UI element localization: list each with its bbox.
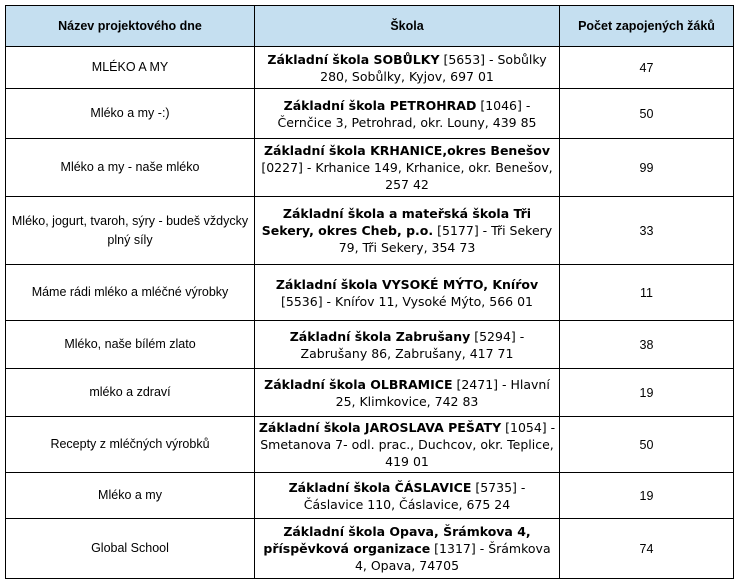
school-details: [1317] - Šrámkova 4, Opava, 74705 [354,541,551,573]
table-body [6,47,734,579]
student-count-cell: 11 [560,265,734,321]
school-name: Základní škola SOBŮLKY [267,51,440,67]
school-cell [255,265,560,321]
table-row [6,417,734,473]
project-day-cell: Recepty z mléčných výrobků [6,417,255,473]
school-cell [255,321,560,369]
table-row [6,369,734,417]
school-cell [255,417,560,473]
school-name: Základní škola Opava, Šrámkova 4, příspěvková organizace [263,524,531,556]
table-row [6,197,734,265]
school-name: Základní škola KRHANICE,okres Benešov [263,143,550,158]
school-details: [5735] - Čáslavice 110, Čáslavice, 675 24 [303,479,526,512]
table-row [6,139,734,197]
school-name: Základní škola Zabrušany [289,328,471,344]
school-cell [255,47,560,89]
table-row [6,89,734,139]
project-day-cell: mléko a zdraví [6,369,255,417]
header-student-count: Počet zapojených žáků [560,6,734,47]
school-cell [255,369,560,417]
school-cell [255,139,560,197]
school-details: [2471] - Hlavní 25, Klimkovice, 742 83 [335,376,550,409]
header-school: Škola [255,6,560,47]
header-project-day: Název projektového dne [6,6,255,47]
student-count-cell: 74 [560,519,734,579]
school-name: Základní škola ČÁSLAVICE [288,479,472,495]
project-day-cell: MLÉKO A MY [6,47,255,89]
school-cell [255,197,560,265]
student-count-cell: 33 [560,197,734,265]
table-row [6,519,734,579]
student-count-cell: 99 [560,139,734,197]
student-count-cell: 19 [560,369,734,417]
project-day-cell: Mléko a my -:) [6,89,255,139]
school-name: Základní škola VYSOKÉ MÝTO, Kníŕov [275,276,539,292]
school-details: [5294] - Zabrušany 86, Zabrušany, 417 71 [300,328,525,361]
project-day-cell: Mléko, jogurt, tvaroh, sýry - budeš vždycky plný síly [6,197,255,265]
school-details: [5653] - Sobůlky 280, Sobůlky, Kyjov, 697 01 [320,51,547,84]
school-details: [1046] - Černčice 3, Petrohrad, okr. Louny, 439 85 [277,97,537,130]
school-cell [255,473,560,519]
table-row [6,47,734,89]
school-cell [255,519,560,579]
project-day-cell: Mléko, naše bílém zlato [6,321,255,369]
project-day-cell: Global School [6,519,255,579]
school-details: [5177] - Tři Sekery 79, Tři Sekery, 354 73 [338,223,553,255]
student-count-cell: 50 [560,417,734,473]
school-name: Základní škola JAROSLAVA PEŠATY [258,420,502,435]
school-name: Základní škola a mateřská škola Tři Sekery, okres Cheb, p.o. [261,206,532,238]
school-details: [5536] - Kníŕov 11, Vysoké Mýto, 566 01 [281,293,533,309]
project-day-cell: Mléko a my - naše mléko [6,139,255,197]
student-count-cell: 38 [560,321,734,369]
school-name: Základní škola OLBRAMICE [264,376,453,392]
student-count-cell: 50 [560,89,734,139]
student-count-cell: 19 [560,473,734,519]
school-details: [0227] - Krhanice 149, Krhanice, okr. Benešov, 257 42 [261,160,553,192]
school-cell [255,89,560,139]
school-details: [1054] - Smetanova 7- odl. prac., Duchcov, okr. Teplice, 419 01 [260,420,556,469]
projects-table [5,5,734,579]
project-day-cell: Mléko a my [6,473,255,519]
table-row [6,265,734,321]
project-day-cell: Máme rádi mléko a mléčné výrobky [6,265,255,321]
school-name: Základní škola PETROHRAD [283,97,477,113]
table-row [6,321,734,369]
student-count-cell: 47 [560,47,734,89]
header-row [6,6,734,47]
table-row [6,473,734,519]
